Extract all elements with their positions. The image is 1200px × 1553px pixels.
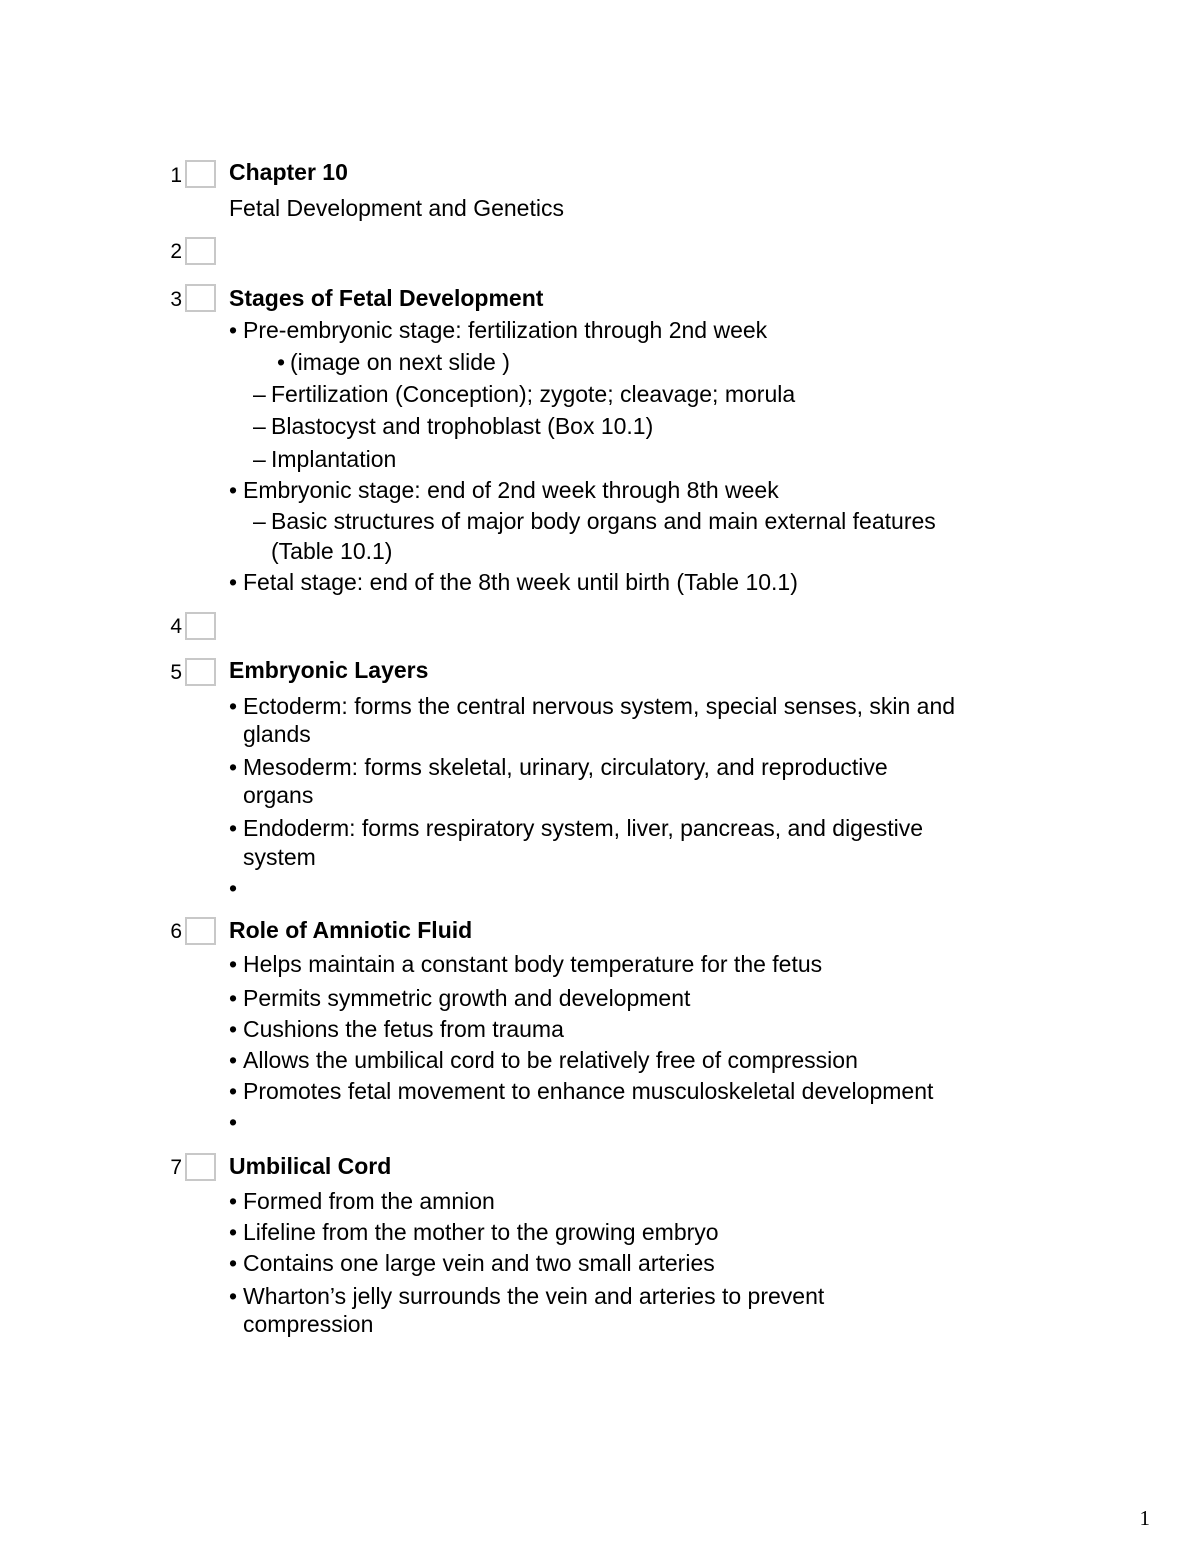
bullet-marker: • [229,1219,238,1245]
slide-thumbnail[interactable] [185,612,216,640]
slide-thumbnail[interactable] [185,237,216,265]
slide-subtitle: Fetal Development and Genetics [229,195,564,221]
slide-title: Umbilical Cord [229,1153,392,1179]
slide-title: Role of Amniotic Fluid [229,917,473,943]
bullet-marker: • [229,1250,238,1276]
bullet-marker: • [229,317,238,343]
slide-thumbnail[interactable] [185,160,216,188]
bullet-marker: • [229,1188,238,1214]
list-item-continuation: compression [243,1311,374,1337]
list-item: Ectoderm: forms the central nervous system, special senses, skin and [243,693,956,719]
list-item: Permits symmetric growth and development [243,985,691,1011]
dash-marker: – [253,446,266,472]
bullet-marker: • [229,985,238,1011]
bullet-marker: • [277,349,286,375]
bullet-marker: • [229,1078,238,1104]
list-item: Mesoderm: forms skeletal, urinary, circulatory, and reproductive [243,754,888,780]
slide-title: Chapter 10 [229,159,348,185]
bullet-marker: • [229,569,238,595]
list-item: Contains one large vein and two small arteries [243,1250,715,1276]
list-item: Promotes fetal movement to enhance musculoskeletal development [243,1078,934,1104]
bullet-marker: • [229,1047,238,1073]
list-item: Formed from the amnion [243,1188,495,1214]
slide-thumbnail[interactable] [185,1153,216,1181]
list-item: Wharton’s jelly surrounds the vein and arteries to prevent [243,1283,825,1309]
list-item-continuation: system [243,844,316,870]
slide-number: 5 [170,661,182,684]
slide-number: 3 [170,288,182,311]
list-item: Pre-embryonic stage: fertilization through 2nd week [243,317,768,343]
slide-thumbnail[interactable] [185,658,216,686]
bullet-marker: • [229,875,238,901]
list-item: Blastocyst and trophoblast (Box 10.1) [271,413,654,439]
list-item-continuation: glands [243,721,311,747]
bullet-marker: • [229,1109,238,1135]
dash-marker: – [253,381,266,407]
bullet-marker: • [229,1016,238,1042]
bullet-marker: • [229,815,238,841]
slide-thumbnail[interactable] [185,284,216,312]
list-item: Embryonic stage: end of 2nd week through 8th week [243,477,779,503]
slide-number: 2 [170,240,182,263]
bullet-marker: • [229,693,238,719]
bullet-marker: • [229,951,238,977]
list-item: Fetal stage: end of the 8th week until birth (Table 10.1) [243,569,798,595]
page-number: 1 [1139,1506,1150,1530]
list-item: (image on next slide ) [290,349,510,375]
slide-number: 4 [170,615,182,638]
list-item-continuation: organs [243,782,314,808]
slide-number: 6 [170,920,182,943]
list-item: Endoderm: forms respiratory system, liver, pancreas, and digestive [243,815,924,841]
list-item: Fertilization (Conception); zygote; cleavage; morula [271,381,796,407]
list-item: Helps maintain a constant body temperature for the fetus [243,951,823,977]
list-item: Basic structures of major body organs and main external features [271,508,936,534]
bullet-marker: • [229,477,238,503]
list-item: Lifeline from the mother to the growing embryo [243,1219,719,1245]
list-item-continuation: (Table 10.1) [271,538,393,564]
dash-marker: – [253,508,266,534]
slide-thumbnail[interactable] [185,917,216,945]
slide-title: Embryonic Layers [229,657,429,683]
slide-number: 1 [170,164,182,187]
slide-number: 7 [170,1156,182,1179]
list-item: Implantation [271,446,397,472]
bullet-marker: • [229,1283,238,1309]
bullet-marker: • [229,754,238,780]
slide-title: Stages of Fetal Development [229,285,544,311]
dash-marker: – [253,413,266,439]
list-item: Cushions the fetus from trauma [243,1016,564,1042]
list-item: Allows the umbilical cord to be relatively free of compression [243,1047,858,1073]
